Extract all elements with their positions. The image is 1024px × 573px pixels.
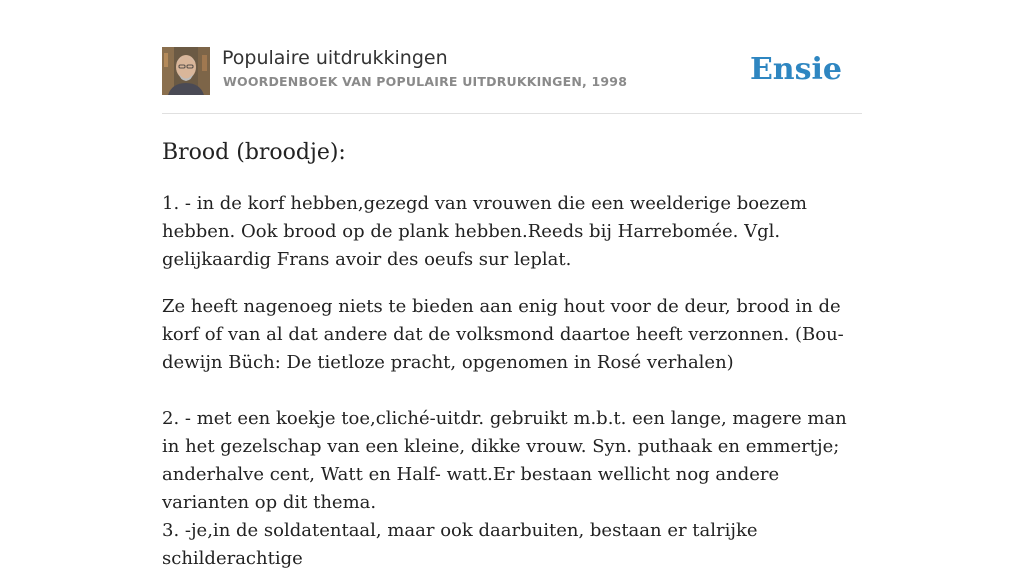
entry-paragraph: 2. - met een koekje toe,cliché-uitdr. gebruikt m.b.t. een lange, magere man in het gezelschap van een kleine, dikke vrouw. Syn. puthaak en emmertje; anderhalve cent, Watt en Half- watt.Er bestaan wellicht nog andere varianten op dit thema.: [162, 408, 847, 513]
paragraph-spacer: [162, 377, 868, 405]
entry-content: [162, 136, 868, 573]
brand-logo[interactable]: Ensie: [749, 52, 842, 87]
author-portrait-icon[interactable]: [162, 47, 210, 95]
source-subtitle: WOORDENBOEK VAN POPULAIRE UITDRUKKINGEN, 1998: [223, 74, 628, 89]
source-name[interactable]: Populaire uitdrukkingen: [222, 47, 448, 69]
entry-paragraph: Ze heeft nagenoeg niets te bieden aan enig hout voor de deur, brood in de korf of van al dat andere dat de volksmond daartoe heeft verzonnen. (Bou- dewijn Büch: De tietloze pracht, opgenomen in Rosé verhalen): [162, 296, 844, 373]
entry-title: Brood (broodje):: [162, 140, 346, 165]
entry-paragraph: 3. -je,in de soldatentaal, maar ook daarbuiten, bestaan er talrijke schilderachtige: [162, 520, 758, 569]
entry-paragraph: 1. - in de korf hebben,gezegd van vrouwen die een weelderige boezem hebben. Ook brood op de plank hebben.Reeds bij Harrebomée. Vgl. gelijkaardig Frans avoir des oeufs sur leplat.: [162, 193, 807, 270]
source-header: [162, 46, 862, 96]
header-divider: [162, 113, 862, 114]
